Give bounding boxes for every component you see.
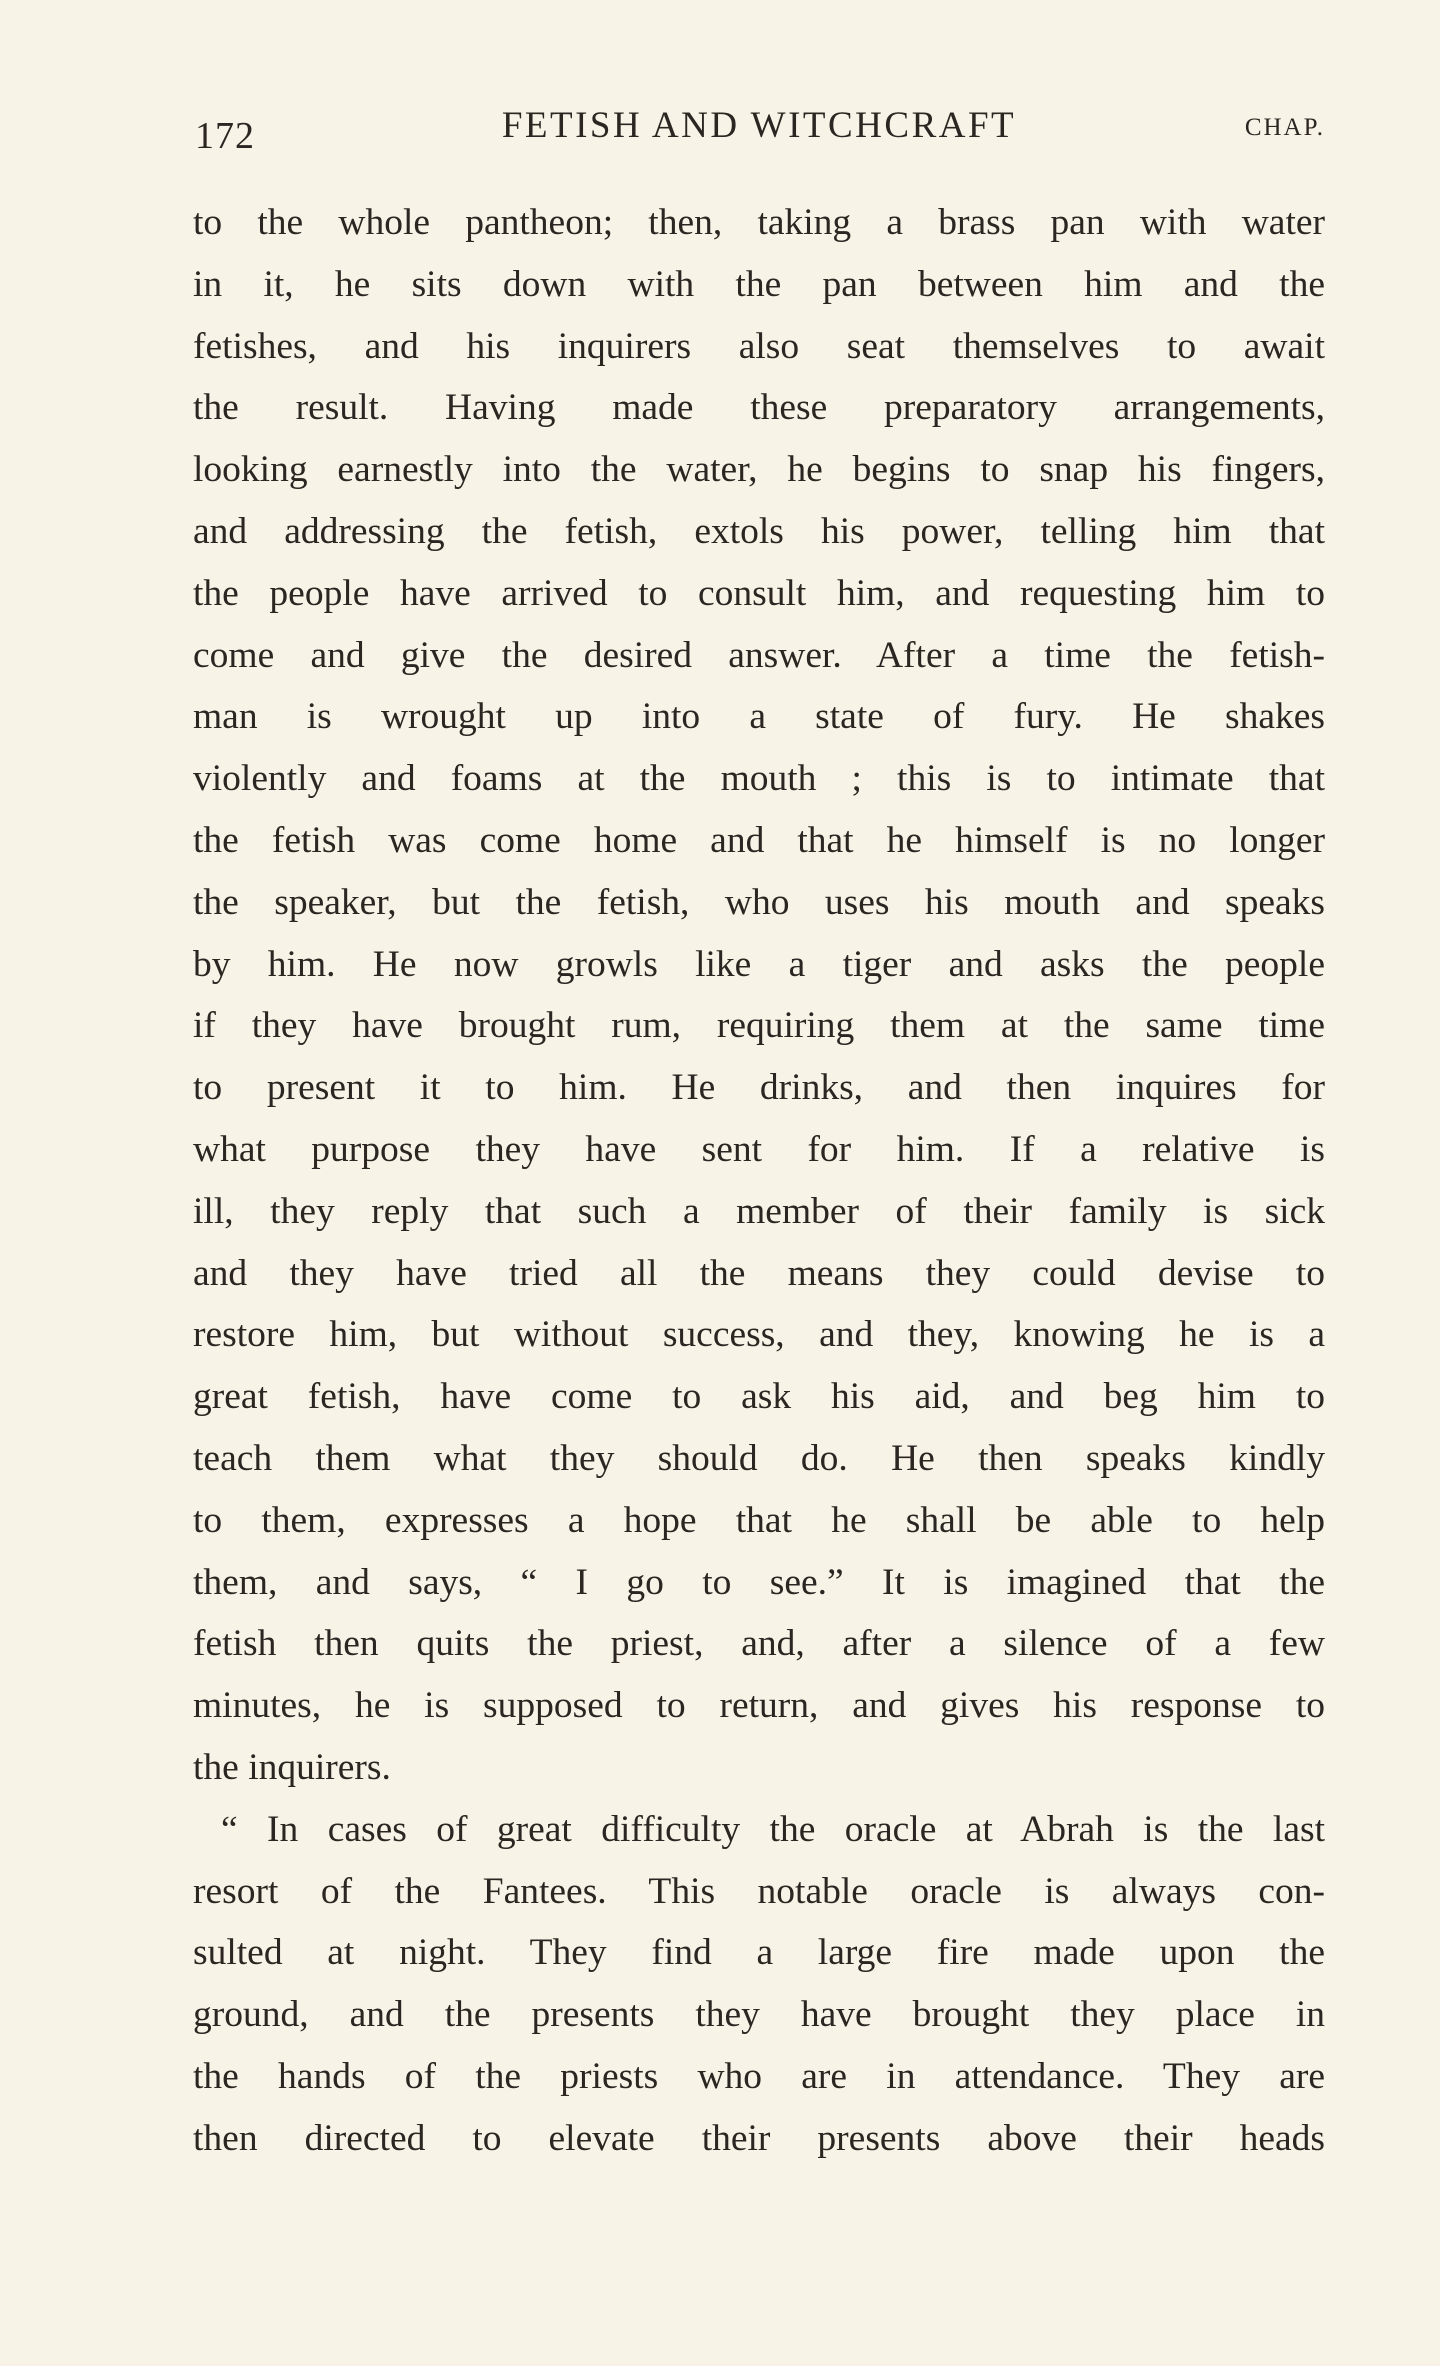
text-line: and they have tried all the means they could devise to bbox=[193, 1252, 1325, 1294]
text-line: teach them what they should do. He then speaks kindly bbox=[193, 1437, 1325, 1479]
body-text bbox=[193, 192, 1325, 2170]
text-line: sulted at night. They find a large fire made upon the bbox=[193, 1932, 1325, 1974]
text-line: the result. Having made these preparatory arrangements, bbox=[193, 387, 1325, 429]
text-line: the fetish was come home and that he himself is no longer bbox=[193, 819, 1325, 861]
paragraph-end-line: the inquirers. bbox=[193, 1746, 391, 1788]
running-header bbox=[193, 100, 1325, 160]
text-line: then directed to elevate their presents above their heads bbox=[193, 2117, 1325, 2159]
text-line: to present it to him. He drinks, and then inquires for bbox=[193, 1067, 1325, 1109]
text-line: fetishes, and his inquirers also seat themselves to await bbox=[193, 325, 1325, 367]
text-line: in it, he sits down with the pan between him and the bbox=[193, 263, 1325, 305]
text-line: and addressing the fetish, extols his power, telling him that bbox=[193, 510, 1325, 552]
text-line: resort of the Fantees. This notable oracle is always con- bbox=[193, 1870, 1325, 1912]
page-number: 172 bbox=[195, 115, 255, 157]
text-line: come and give the desired answer. After a time the fetish- bbox=[193, 634, 1325, 676]
text-line: minutes, he is supposed to return, and gives his response to bbox=[193, 1685, 1325, 1727]
paragraph-start-line: “ In cases of great difficulty the oracle at Abrah is the last bbox=[221, 1808, 1325, 1850]
text-line: them, and says, “ I go to see.” It is imagined that the bbox=[193, 1561, 1325, 1603]
running-title: FETISH AND WITCHCRAFT bbox=[501, 105, 1017, 146]
text-line: violently and foams at the mouth ; this is to intimate that bbox=[193, 758, 1325, 800]
text-line: to the whole pantheon; then, taking a brass pan with water bbox=[193, 202, 1325, 243]
text-line: restore him, but without success, and they, knowing he is a bbox=[193, 1314, 1325, 1356]
text-line: ill, they reply that such a member of their family is sick bbox=[193, 1190, 1325, 1232]
text-line: ground, and the presents they have brought they place in bbox=[193, 1994, 1325, 2036]
chapter-label: CHAP. bbox=[1244, 114, 1325, 141]
text-line: great fetish, have come to ask his aid, and beg him to bbox=[193, 1376, 1325, 1418]
text-line: looking earnestly into the water, he begins to snap his fingers, bbox=[193, 449, 1325, 491]
text-line: the hands of the priests who are in attendance. They are bbox=[193, 2055, 1325, 2097]
text-line: man is wrought up into a state of fury. He shakes bbox=[193, 696, 1325, 738]
text-line: by him. He now growls like a tiger and asks the people bbox=[193, 943, 1325, 985]
text-line: fetish then quits the priest, and, after a silence of a few bbox=[193, 1623, 1325, 1665]
text-line: if they have brought rum, requiring them at the same time bbox=[193, 1005, 1325, 1047]
text-line: the speaker, but the fetish, who uses his mouth and speaks bbox=[193, 881, 1325, 923]
text-line: the people have arrived to consult him, and requesting him to bbox=[193, 572, 1325, 614]
text-line: to them, expresses a hope that he shall be able to help bbox=[193, 1499, 1325, 1541]
text-line: what purpose they have sent for him. If a relative is bbox=[193, 1128, 1325, 1170]
